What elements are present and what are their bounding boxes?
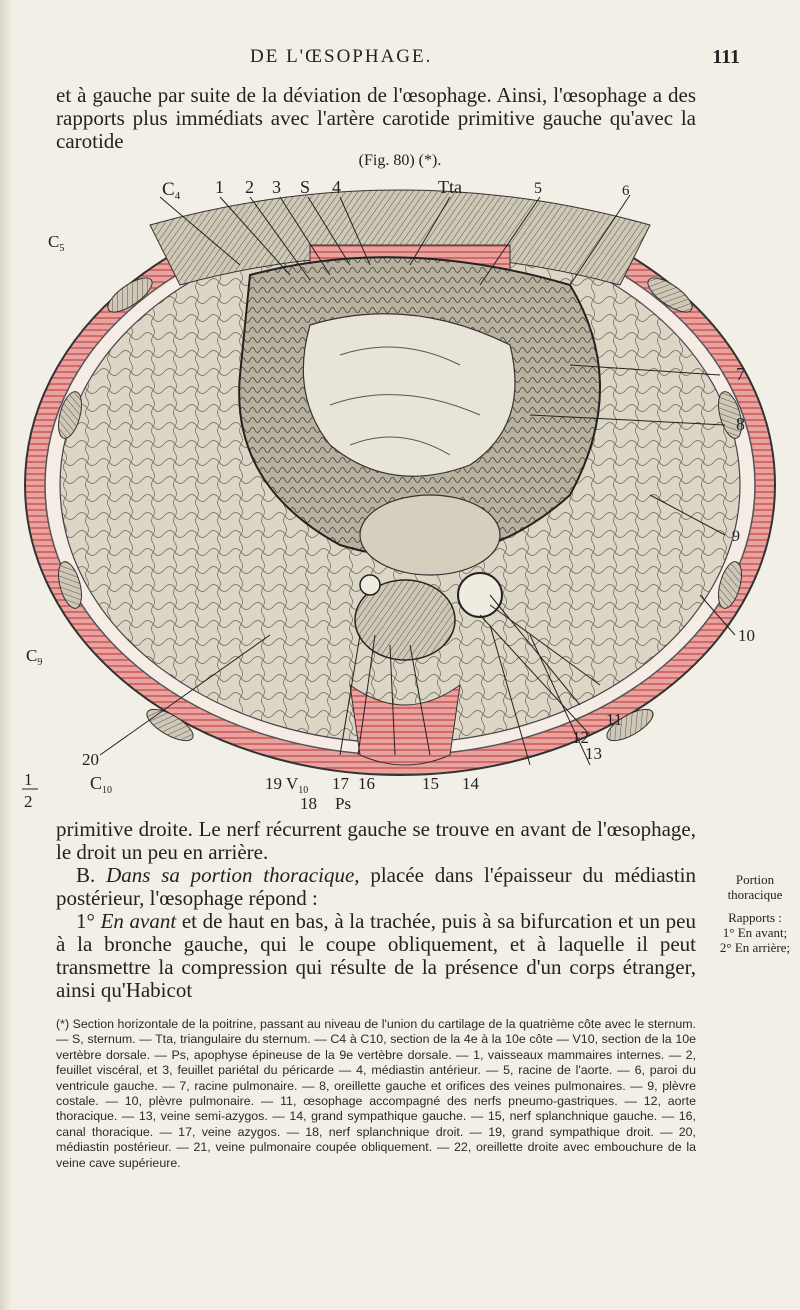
label-c9: $C_9$ [26, 646, 43, 668]
label-11: 11 [606, 710, 623, 729]
label-12: 12 [572, 728, 589, 747]
anatomical-figure [10, 165, 790, 815]
margin-note-rapports: Rapports : [728, 910, 782, 925]
label-tta: Tta [438, 177, 462, 197]
intro-paragraph: et à gauche par suite de la déviation de l'œsophage. Ainsi, l'œsophage a des rapports plus immédiats avec l'artère carotide primitive gauche qu'avec la carotide [56, 83, 696, 153]
main-text [56, 818, 696, 1002]
label-17: 17 [332, 774, 349, 793]
figure-footnote: (*) Section horizontale de la poitrine, passant au niveau de l'union du cartilage de la quatrième côte avec le sternum. — S, sternum. — Tta, triangulaire du sternum. — C4 à C10, section de la 4e à la 10e côte — V10, section de la 10e vertèbre dorsale. — Ps, apophyse épineuse de la 9e vertèbre dorsale. — 1, vaisseaux mammaires internes. — 2, feuillet viscéral, et 3, feuillet pariétal du péricarde — 4, médiastin antérieur. — 5, racine de l'aorte. — 6, paroi du ventricule gauche. — 7, racine pulmonaire. — 8, oreillette gauche et orifices des veines pulmonaires. — 9, plèvre costale. — 10, plèvre pulmonaire. — 11, œsophage accompagné des nerfs pneumo-gastriques. — 12, aorte thoracique. — 13, veine semi-azygos. — 14, grand sympathique gauche. — 15, nerf splanchnique gauche. — 16, canal thoracique. — 17, veine azygos. — 18, nerf splanchnique droit. — 19, grand sympathique droit. — 20, médiastin postérieur. — 21, veine pulmonaire coupée obliquement. — 22, oreillette droite avec embouchure de la veine cave supérieure. [56, 1017, 696, 1170]
margin-note-en-avant: 1° En avant; [722, 925, 788, 940]
page-header [100, 46, 740, 76]
label-4: 4 [332, 177, 341, 197]
label-c10: $C_{10}$ [90, 773, 113, 796]
label-16: 16 [358, 774, 375, 793]
point-1: 1° En avant et de haut en bas, à la trachée, puis à sa bifurcation et un peu à la bronche gauche, qui le coupe obliquement, et à laquelle il peut transmettre la compression qui résulte de la présence d'un corps étranger, ainsi qu'Habicot [56, 909, 696, 1002]
margin-note-en-arriere: 2° En arrière; [719, 940, 791, 955]
label-3: 3 [272, 177, 281, 197]
margin-note-portion: Portion thoracique [727, 872, 783, 902]
label-2: 2 [245, 177, 254, 197]
label-1: 1 [215, 177, 224, 197]
page-number: 111 [712, 46, 740, 68]
label-13: 13 [585, 744, 602, 763]
label-S: S [300, 177, 311, 197]
label-20: 20 [82, 750, 99, 769]
thorax-section-illustration [10, 165, 790, 815]
thoracic-aorta [458, 573, 502, 617]
label-5: 5 [534, 180, 542, 197]
margin-notes [712, 872, 798, 955]
label-18: 18 [300, 794, 317, 813]
label-6: 6 [622, 183, 630, 199]
label-9: 9 [732, 528, 740, 545]
label-ps: Ps [335, 794, 352, 813]
label-c5: $C_5$ [48, 232, 65, 254]
label-10: 10 [738, 626, 755, 645]
label-14: 14 [462, 774, 479, 793]
label-8: 8 [736, 414, 745, 434]
label-19-v10: 19 $V_{10}$ [265, 774, 309, 796]
running-title: DE L'ŒSOPHAGE. [250, 46, 433, 67]
label-15: 15 [422, 774, 439, 793]
label-1-bottom: 1 [24, 770, 33, 789]
label-7: 7 [736, 364, 745, 384]
section-b: B. Dans sa portion thoracique, placée dans l'épaisseur du médiastin postérieur, l'œsophage répond : [56, 863, 697, 910]
label-2-bottom: 2 [24, 792, 33, 811]
text-line-1: primitive droite. Le nerf récurrent gauche se trouve en avant de l'œsophage, le droit un peu en arrière. [56, 817, 696, 864]
label-c4: $C_4$ [162, 179, 181, 202]
figure-caption: (Fig. 80) (*). [358, 152, 442, 169]
